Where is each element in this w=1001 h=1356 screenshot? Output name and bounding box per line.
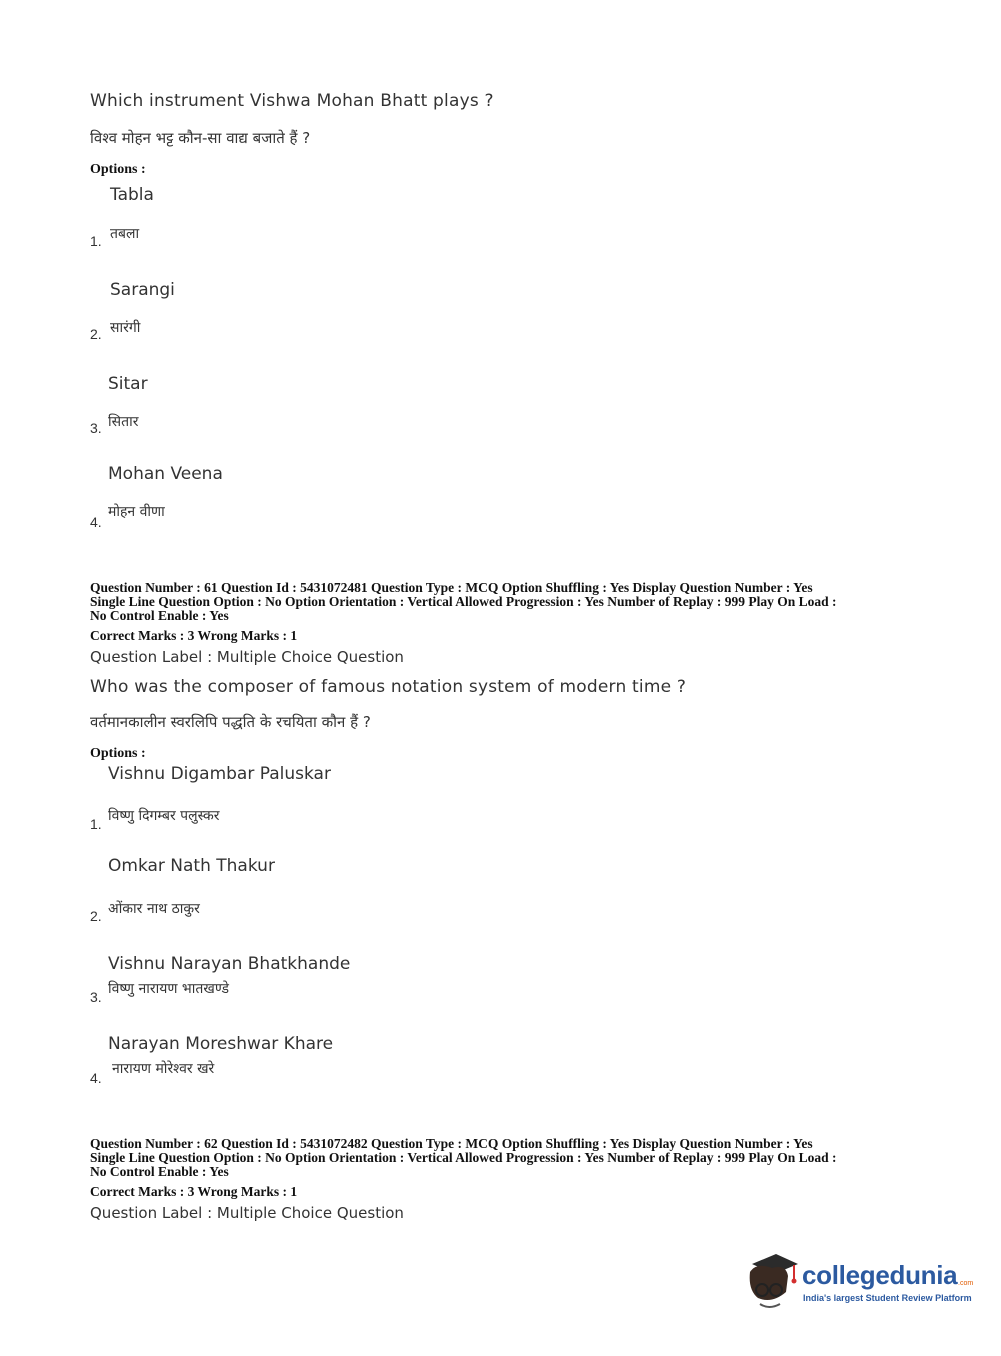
option-text-hi: नारायण मोरेश्वर खरे — [112, 1061, 215, 1077]
question-meta-line: Question Number : 62 Question Id : 5431072482 Question Type : MCQ Option Shuffling : Yes Display Question Number : Yes — [90, 1136, 813, 1151]
options-heading: Options : — [90, 162, 146, 177]
option-text-en: Mohan Veena — [108, 464, 223, 484]
question-text-en: Which instrument Vishwa Mohan Bhatt plays ? — [90, 91, 494, 111]
question-text-hi: वर्तमानकालीन स्वरलिपि पद्धति के रचयिता कौन हैं ? — [90, 713, 371, 731]
question-text-en: Who was the composer of famous notation system of modern time ? — [90, 677, 687, 697]
option-text-hi: विष्णु नारायण भातखण्डे — [108, 981, 229, 997]
option-number: 2. — [90, 908, 102, 924]
logo-domain-suffix: .com — [958, 1280, 974, 1287]
logo-wordmark: collegedunia — [802, 1260, 958, 1290]
option-text-en: Sarangi — [110, 280, 175, 300]
option-number: 1. — [90, 233, 102, 249]
option-text-hi: सितार — [108, 414, 139, 430]
option-text-hi: विष्णु दिगम्बर पलुस्कर — [108, 808, 220, 824]
option-text-hi: ओंकार नाथ ठाकुर — [108, 901, 200, 917]
marks-line: Correct Marks : 3 Wrong Marks : 1 — [90, 628, 298, 643]
option-text-en: Narayan Moreshwar Khare — [108, 1034, 334, 1054]
question-meta-line: Single Line Question Option : No Option Orientation : Vertical Allowed Progression : Yes Number of Replay : 999 Play On Load : — [90, 1150, 837, 1165]
question-label: Question Label : Multiple Choice Question — [90, 1204, 404, 1222]
option-text-hi: सारंगी — [110, 320, 141, 336]
option-text-en: Sitar — [108, 374, 148, 394]
option-text-hi: तबला — [110, 226, 140, 242]
question-meta-line: Question Number : 61 Question Id : 5431072481 Question Type : MCQ Option Shuffling : Yes Display Question Number : Yes — [90, 580, 813, 595]
option-number: 4. — [90, 514, 102, 530]
option-text-en: Vishnu Narayan Bhatkhande — [108, 954, 351, 974]
marks-line: Correct Marks : 3 Wrong Marks : 1 — [90, 1184, 298, 1199]
option-text-hi: मोहन वीणा — [108, 504, 165, 520]
option-text-en: Omkar Nath Thakur — [108, 856, 275, 876]
collegedunia-logo[interactable] — [742, 1250, 974, 1316]
graduate-mascot-icon — [742, 1250, 800, 1316]
option-number: 2. — [90, 326, 102, 342]
options-heading: Options : — [90, 746, 146, 761]
question-meta-line: No Control Enable : Yes — [90, 1164, 229, 1179]
logo-tagline: India's largest Student Review Platform — [803, 1293, 972, 1303]
question-meta-line: No Control Enable : Yes — [90, 608, 229, 623]
option-text-en: Vishnu Digambar Paluskar — [108, 764, 331, 784]
question-text-hi: विश्व मोहन भट्ट कौन-सा वाद्य बजाते हैं ? — [90, 129, 311, 147]
option-number: 3. — [90, 420, 102, 436]
option-number: 3. — [90, 989, 102, 1005]
option-text-en: Tabla — [110, 185, 154, 205]
question-meta-line: Single Line Question Option : No Option Orientation : Vertical Allowed Progression : Yes Number of Replay : 999 Play On Load : — [90, 594, 837, 609]
option-number: 1. — [90, 816, 102, 832]
question-label: Question Label : Multiple Choice Question — [90, 648, 404, 666]
option-number: 4. — [90, 1070, 102, 1086]
